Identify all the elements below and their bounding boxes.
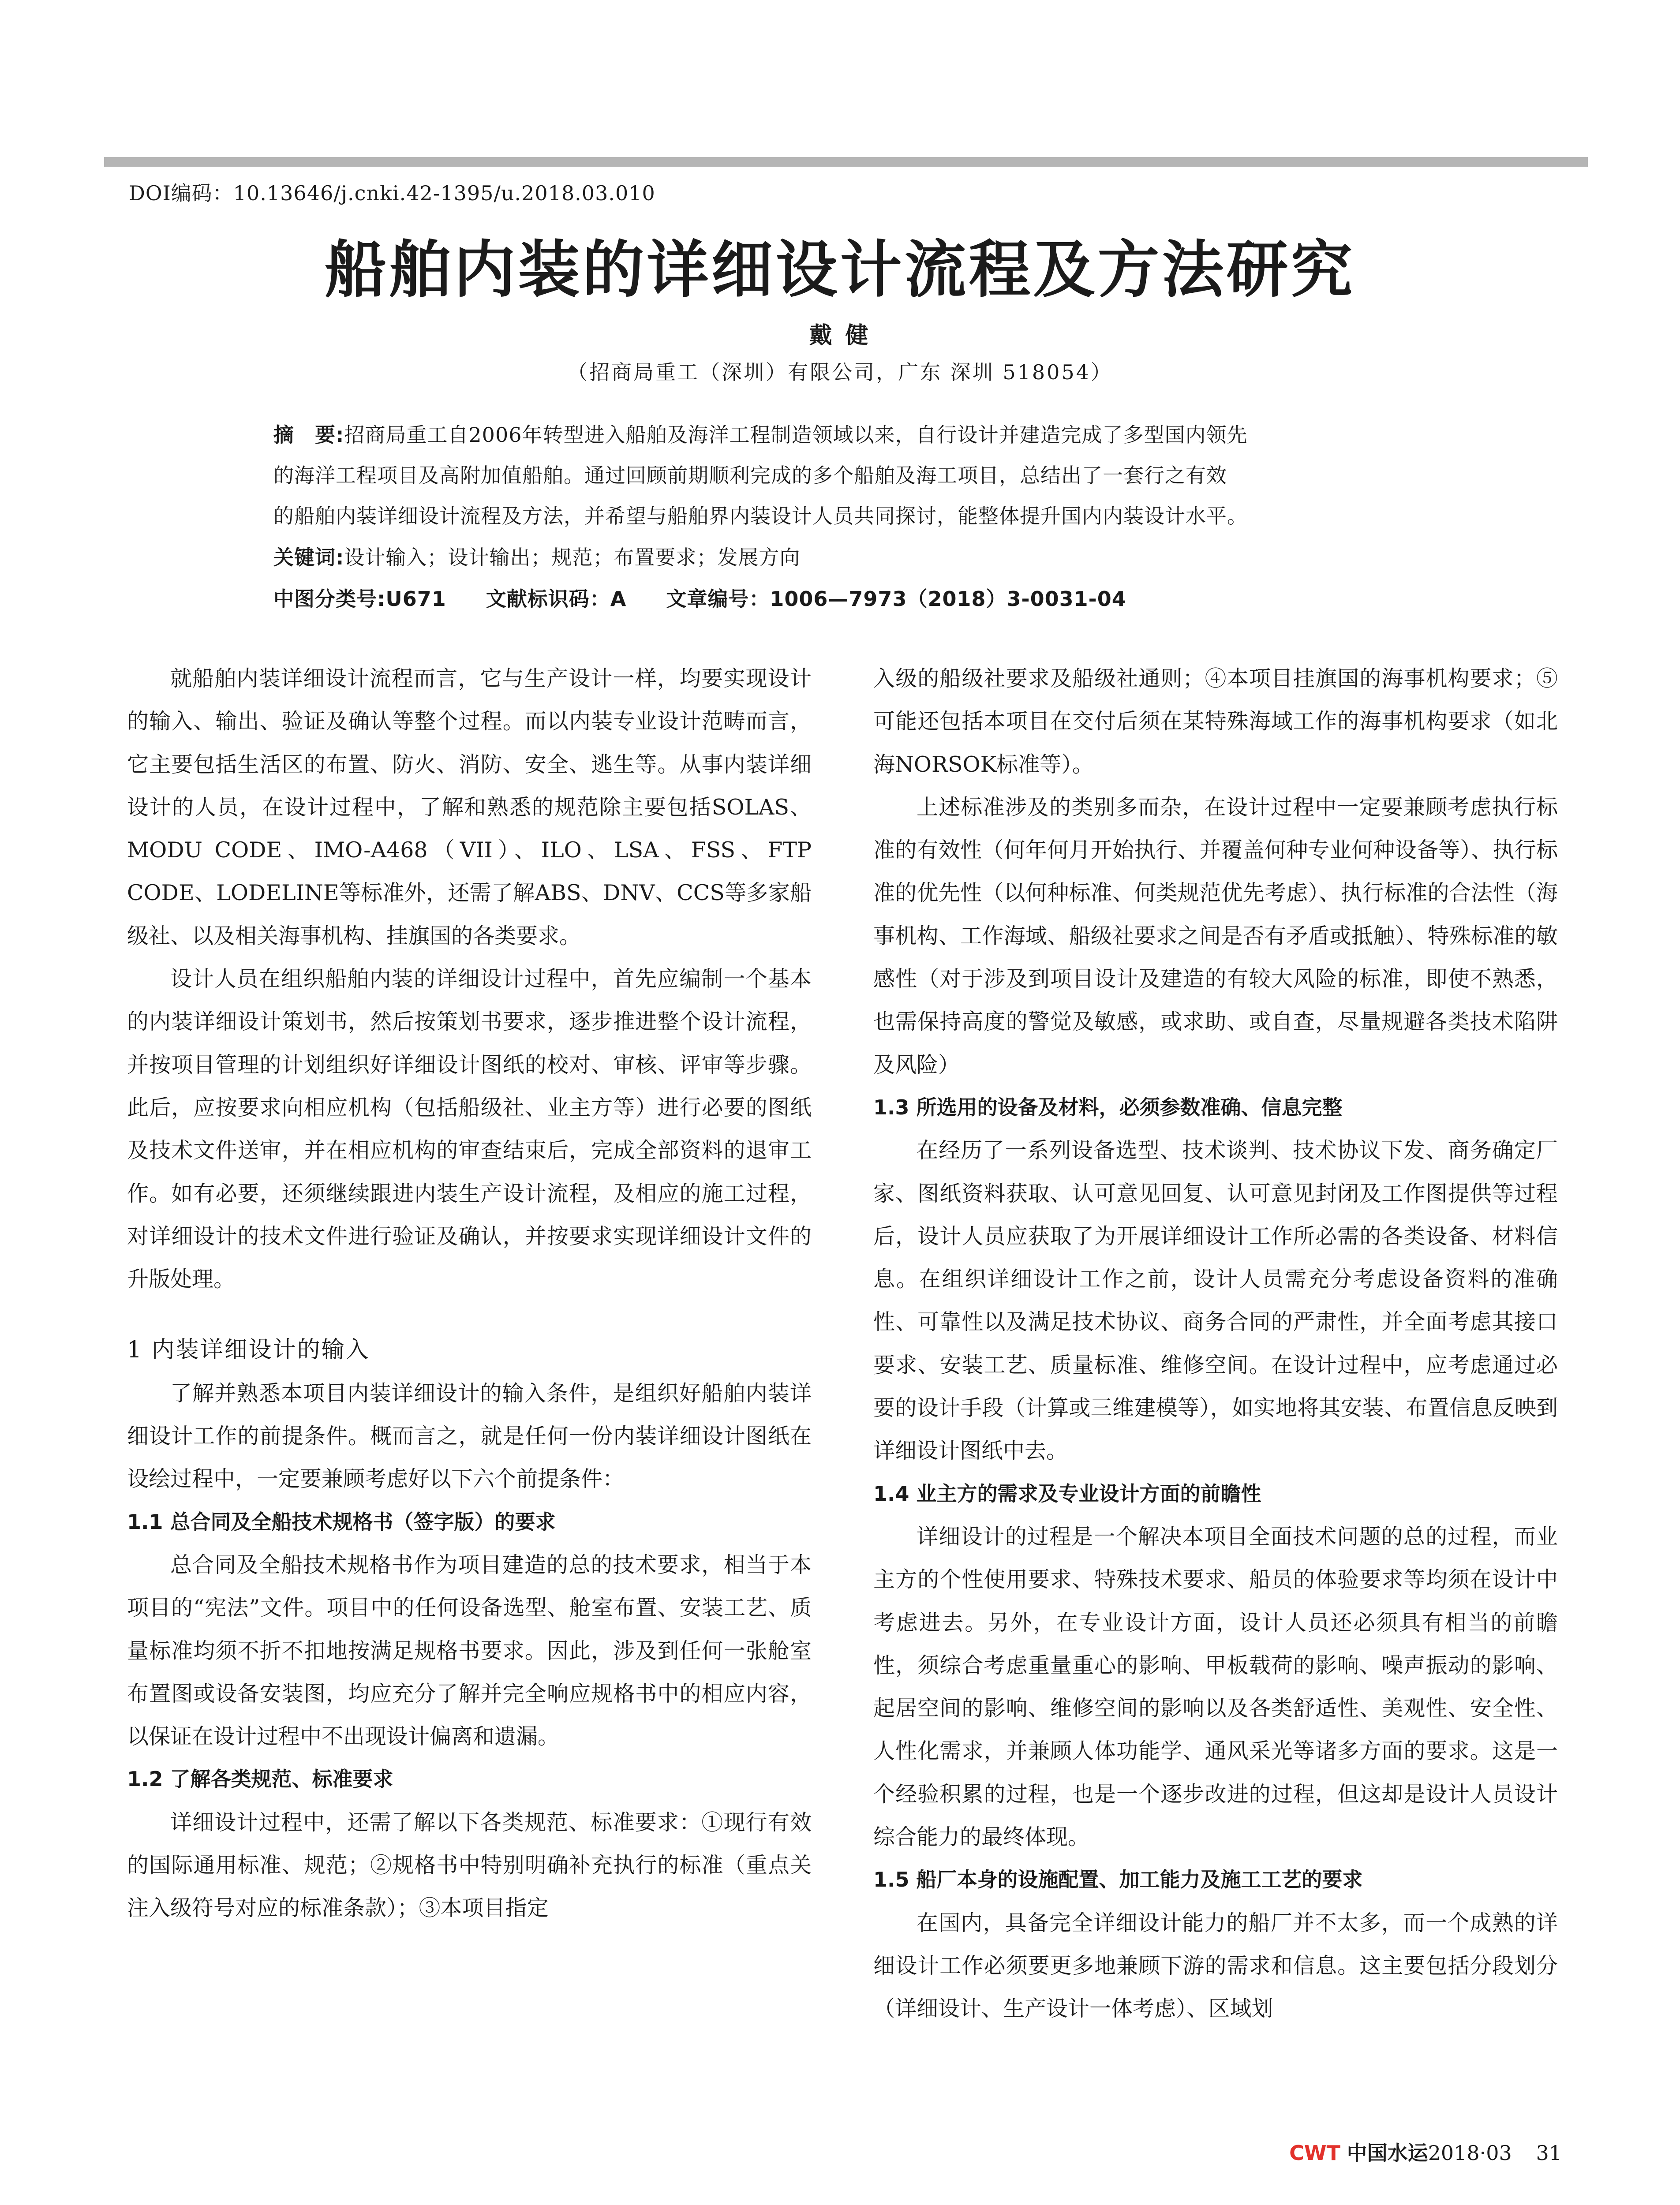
abstract-line: 招商局重工自2006年转型进入船舶及海洋工程制造领域以来，自行设计并建造完成了多型国内领先 [344, 423, 1248, 447]
keywords-text: 设计输入；设计输出；规范；布置要求；发展方向 [344, 546, 801, 569]
keywords-label: 关键词: [273, 546, 344, 569]
subsection-heading: 1.1 总合同及全船技术规格书（签字版）的要求 [127, 1510, 556, 1534]
subsection-heading: 1.3 所选用的设备及材料，必须参数准确、信息完整 [873, 1095, 1343, 1119]
body-paragraph: 详细设计的过程是一个解决本项目全面技术问题的总的过程，而业主方的个性使用要求、特殊技术要求、船员的体验要求等均须在设计中考虑进去。另外，在专业设计方面，设计人员还必须具有相当的前瞻性，须综合考虑重量重心的影响、甲板载荷的影响、噪声振动的影响、起居空间的影响、维修空间的影响以及各类舒适性、美观性、安全性、人性化需求，并兼顾人体功能学、通风采光等诸多方面的要求。这是一个经验积累的过程，也是一个逐步改进的过程，但这却是设计人员设计综合能力的最终体现。 [873, 1524, 1558, 1850]
body-paragraph: 在国内，具备完全详细设计能力的船厂并不太多，而一个成熟的详细设计工作必须要更多地兼顾下游的需求和信息。这主要包括分段划分（详细设计、生产设计一体考虑）、区域划 [873, 1910, 1558, 2022]
header-rule [104, 157, 1588, 167]
abstract-line: 的海洋工程项目及高附加值船舶。通过回顾前期顺利完成的多个船舶及海工项目，总结出了一套行之有效 [273, 463, 1227, 487]
section-heading: 1 内装详细设计的输入 [127, 1337, 370, 1364]
body-paragraph: 入级的船级社要求及船级社通则；④本项目挂旗国的海事机构要求；⑤可能还包括本项目在交付后须在某特殊海域工作的海事机构要求（如北海NORSOK标准等）。 [873, 666, 1558, 777]
subsection-heading: 1.2 了解各类规范、标准要求 [127, 1767, 393, 1791]
subsection-heading: 1.4 业主方的需求及专业设计方面的前瞻性 [873, 1481, 1261, 1506]
subsection-heading: 1.5 船厂本身的设施配置、加工能力及施工工艺的要求 [873, 1868, 1363, 1892]
article-number: 文章编号：1006—7973（2018）3-0031-04 [666, 587, 1126, 611]
right-column [873, 657, 1558, 2030]
body-paragraph: 总合同及全船技术规格书作为项目建造的总的技术要求，相当于本项目的“宪法”文件。项目中的任何设备选型、舱室布置、安装工艺、质量标准均须不折不扣地按满足规格书要求。因此，涉及到任何一张舱室布置图或设备安装图，均应充分了解并完全响应规格书中的相应内容，以保证在设计过程中不出现设计偏离和遗漏。 [127, 1552, 812, 1749]
author-affiliation: （招商局重工（深圳）有限公司，广东 深圳 518054） [567, 360, 1113, 384]
page-number: 31 [1536, 2141, 1562, 2165]
doi-code: DOI编码：10.13646/j.cnki.42-1395/u.2018.03.010 [129, 181, 655, 205]
body-paragraph: 就船舶内装详细设计流程而言，它与生产设计一样，均要实现设计的输入、输出、验证及确认等整个过程。而以内装专业设计范畴而言，它主要包括生活区的布置、防火、消防、安全、逃生等。从事内装详细设计的人员，在设计过程中，了解和熟悉的规范除主要包括SOLAS、MODU CODE、IMO-A468（VII）、ILO、LSA、FSS、FTP CODE、LODELINE等标准外，还需了解ABS、DNV、CCS等多家船级社、以及相关海事机构、挂旗国的各类要求。 [127, 666, 812, 949]
journal-logo: CWT [1289, 2141, 1340, 2165]
body-paragraph: 了解并熟悉本项目内装详细设计的输入条件，是组织好船舶内装详细设计工作的前提条件。概而言之，就是任何一份内装详细设计图纸在设绘过程中，一定要兼顾考虑好以下六个前提条件： [127, 1380, 812, 1492]
keywords [273, 537, 1456, 578]
clc-number: 中图分类号:U671 [273, 587, 446, 611]
abstract [273, 415, 1456, 536]
body-paragraph: 设计人员在组织船舶内装的详细设计过程中，首先应编制一个基本的内装详细设计策划书，然后按策划书要求，逐步推进整个设计流程，并按项目管理的计划组织好详细设计图纸的校对、审核、评审等步骤。此后，应按要求向相应机构（包括船级社、业主方等）进行必要的图纸及技术文件送审，并在相应机构的审查结束后，完成全部资料的退审工作。如有必要，还须继续跟进内装生产设计流程，及相应的施工过程，对详细设计的技术文件进行验证及确认，并按要求实现详细设计文件的升版处理。 [127, 966, 812, 1292]
document-code: 文献标识码：A [486, 587, 627, 611]
abstract-line: 的船舶内装详细设计流程及方法，并希望与船舶界内装设计人员共同探讨，能整体提升国内内装设计水平。 [273, 504, 1248, 528]
classification-line [273, 579, 1456, 619]
body-paragraph: 详细设计过程中，还需了解以下各类规范、标准要求：①现行有效的国际通用标准、规范；②规格书中特别明确补充执行的标准（重点关注入级符号对应的标准条款）；③本项目指定 [127, 1809, 812, 1921]
body-paragraph: 上述标准涉及的类别多而杂，在设计过程中一定要兼顾考虑执行标准的有效性（何年何月开始执行、并覆盖何种专业何种设备等）、执行标准的优先性（以何种标准、何类规范优先考虑）、执行标准的合法性（海事机构、工作海域、船级社要求之间是否有矛盾或抵触）、特殊标准的敏感性（对于涉及到项目设计及建造的有较大风险的标准，即使不熟悉，也需保持高度的警觉及敏感，或求助、或自查，尽量规避各类技术陷阱及风险） [873, 794, 1558, 1077]
author-name: 戴 健 [809, 322, 871, 349]
page-footer [1289, 2137, 1562, 2166]
journal-issue: 2018·03 [1428, 2141, 1512, 2165]
left-column [127, 657, 812, 1930]
journal-name: 中国水运 [1347, 2141, 1428, 2165]
paper-title: 船舶内装的详细设计流程及方法研究 [325, 234, 1355, 306]
body-paragraph: 在经历了一系列设备选型、技术谈判、技术协议下发、商务确定厂家、图纸资料获取、认可意见回复、认可意见封闭及工作图提供等过程后，设计人员应获取了为开展详细设计工作所必需的各类设备、材料信息。在组织详细设计工作之前，设计人员需充分考虑设备资料的准确性、可靠性以及满足技术协议、商务合同的严肃性，并全面考虑其接口要求、安装工艺、质量标准、维修空间。在设计过程中，应考虑通过必要的设计手段（计算或三维建模等），如实地将其安装、布置信息反映到详细设计图纸中去。 [873, 1138, 1558, 1464]
abstract-label: 摘 要: [273, 423, 344, 447]
